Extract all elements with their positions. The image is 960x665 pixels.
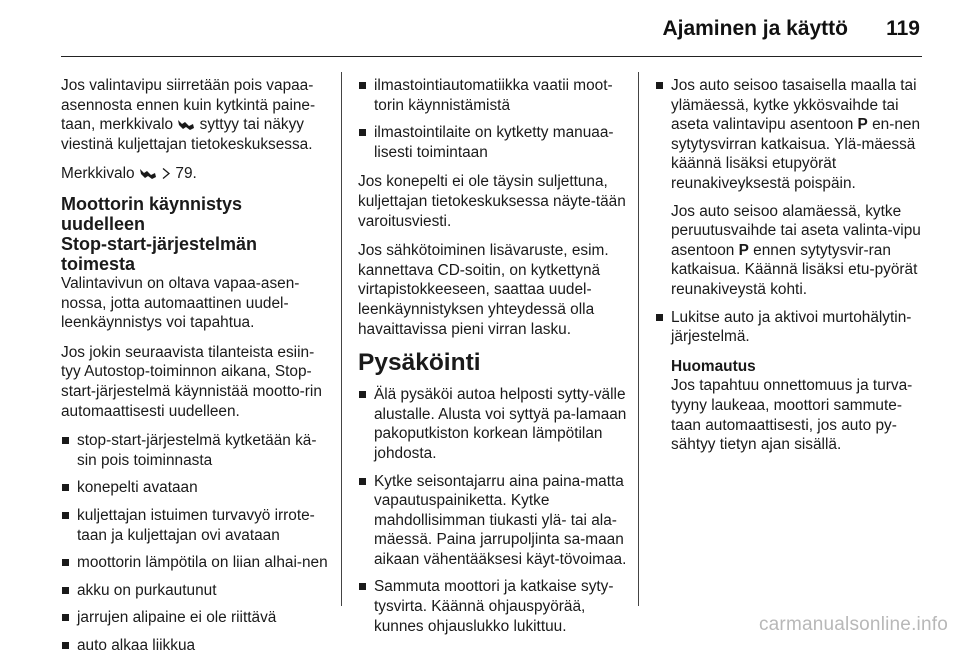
text: Jos auto seisoo alamäessä, kytke peruutusvaihde tai aseta valinta-vipu asentoon bbox=[671, 202, 921, 259]
paragraph bbox=[61, 76, 329, 154]
column-divider-2 bbox=[638, 72, 639, 606]
header-title: Ajaminen ja käyttö bbox=[662, 17, 848, 40]
text: syttyy tai näkyy viestinä kuljettajan tietokeskuksessa. bbox=[61, 116, 313, 153]
page-reference[interactable]: 79. bbox=[175, 165, 197, 183]
list-item: stop-start-järjestelmä kytketään kä-sin pois toiminnasta bbox=[61, 431, 329, 470]
paragraph: Jos konepelti ei ole täysin suljettuna, kuljettajan tietokeskuksessa näyte-tään varoitusviesti. bbox=[358, 173, 626, 230]
column-2 bbox=[358, 76, 628, 646]
autostop-indicator-icon bbox=[139, 167, 157, 180]
list-item: auto alkaa liikkua bbox=[61, 636, 329, 656]
subheading-line: Moottorin käynnistys uudelleen bbox=[61, 193, 243, 234]
gear-position-label: P bbox=[738, 241, 749, 259]
note bbox=[655, 357, 927, 455]
page-reference-arrow-icon[interactable] bbox=[161, 167, 171, 180]
text: en-nen sytytysvirran katkaisua. Ylä-mäessä käännä lisäksi etupyörät reunakiveyksestä poispäin. bbox=[671, 116, 921, 192]
text: Jos valintavipu siirretään pois vapaa-asennosta ennen kuin kytkintä paine-taan, merkkivalo bbox=[61, 77, 316, 134]
list-item bbox=[655, 76, 927, 300]
list-item-continuation bbox=[671, 202, 927, 300]
list-item: Älä pysäköi autoa helposti sytty-välle alustalle. Alusta voi syttyä pa-lamaan pakoputkiston korkean lämpötilan johdosta. bbox=[358, 385, 628, 463]
list-item: kuljettajan istuimen turvavyö irrote-taan ja kuljettajan ovi avataan bbox=[61, 506, 329, 545]
list-item: ilmastointiautomatiikka vaatii moot-torin käynnistämistä bbox=[358, 76, 628, 115]
paragraph: Valintavivun on oltava vapaa-asen-nossa, jotta automaattinen uudel-leenkäynnistys voi tapahtua. bbox=[61, 274, 300, 332]
subheading-line: Stop-start-järjestelmän bbox=[61, 233, 258, 254]
bullet-list bbox=[358, 385, 628, 636]
note-title: Huomautus bbox=[671, 357, 756, 375]
list-item: ilmastointilaite on kytketty manuaa-lisesti toimintaan bbox=[358, 123, 628, 162]
note-text: Jos tapahtuu onnettomuus ja turva-tyyny laukeaa, moottori sammute-taan automaattisesti, jos auto py-sähtyy tietyn ajan sisällä. bbox=[671, 377, 913, 454]
list-item: Kytke seisontajarru aina paina-matta vapautuspainiketta. Kytke mahdollisimman tiukasti ylä- tai ala-mäessä. Paina jarrupoljinta sa-maan aikaan vähentääksesi käyt-tövoimaa. bbox=[358, 472, 628, 570]
watermark: carmanualsonline.info bbox=[758, 614, 948, 635]
text: ennen sytytysvir-ran katkaisua. Käännä lisäksi etu-pyörät reunakiveystä kohti. bbox=[671, 241, 918, 298]
page-number: 119 bbox=[886, 17, 920, 40]
text: Merkkivalo bbox=[61, 165, 135, 183]
bullet-list bbox=[358, 76, 628, 162]
subheading-line: toimesta bbox=[61, 253, 136, 274]
subheading bbox=[61, 194, 329, 274]
paragraph bbox=[61, 164, 329, 184]
column-3 bbox=[655, 76, 927, 455]
text: Jos auto seisoo tasaisella maalla tai ylämäessä, kytke ykkösvaihde tai aseta valintavipu asentoon bbox=[671, 77, 917, 134]
list-item: Lukitse auto ja aktivoi murtohälytin-järjestelmä. bbox=[655, 308, 927, 347]
bullet-list bbox=[655, 76, 927, 347]
autostop-indicator-icon bbox=[177, 118, 195, 131]
column-divider-1 bbox=[341, 72, 342, 606]
list-item: jarrujen alipaine ei ole riittävä bbox=[61, 608, 329, 628]
column-1 bbox=[61, 76, 329, 665]
bullet-list bbox=[61, 431, 329, 655]
list-item: konepelti avataan bbox=[61, 478, 329, 498]
section-title: Pysäköinti bbox=[358, 349, 481, 377]
list-item: akku on purkautunut bbox=[61, 581, 329, 601]
paragraph: Jos jokin seuraavista tilanteista esiin-tyy Autostop-toiminnon aikana, Stop-start-järjestelmä käynnistää mootto-rin automaattisesti uudelleen. bbox=[61, 343, 322, 420]
header-divider bbox=[61, 56, 922, 57]
paragraph: Jos sähkötoiminen lisävaruste, esim. kannettava CD-soitin, on kytkettynä virtapistokkeeseen, saattaa uudel-leenkäynnistyksen yhteydessä olla havaittavissa pieni virran lasku. bbox=[358, 242, 609, 338]
gear-position-label: P bbox=[857, 116, 868, 134]
list-item: Sammuta moottori ja katkaise syty-tysvirta. Käännä ohjauspyörää, kunnes ohjauslukko lukittuu. bbox=[358, 577, 628, 636]
list-item: moottorin lämpötila on liian alhai-nen bbox=[61, 553, 329, 573]
